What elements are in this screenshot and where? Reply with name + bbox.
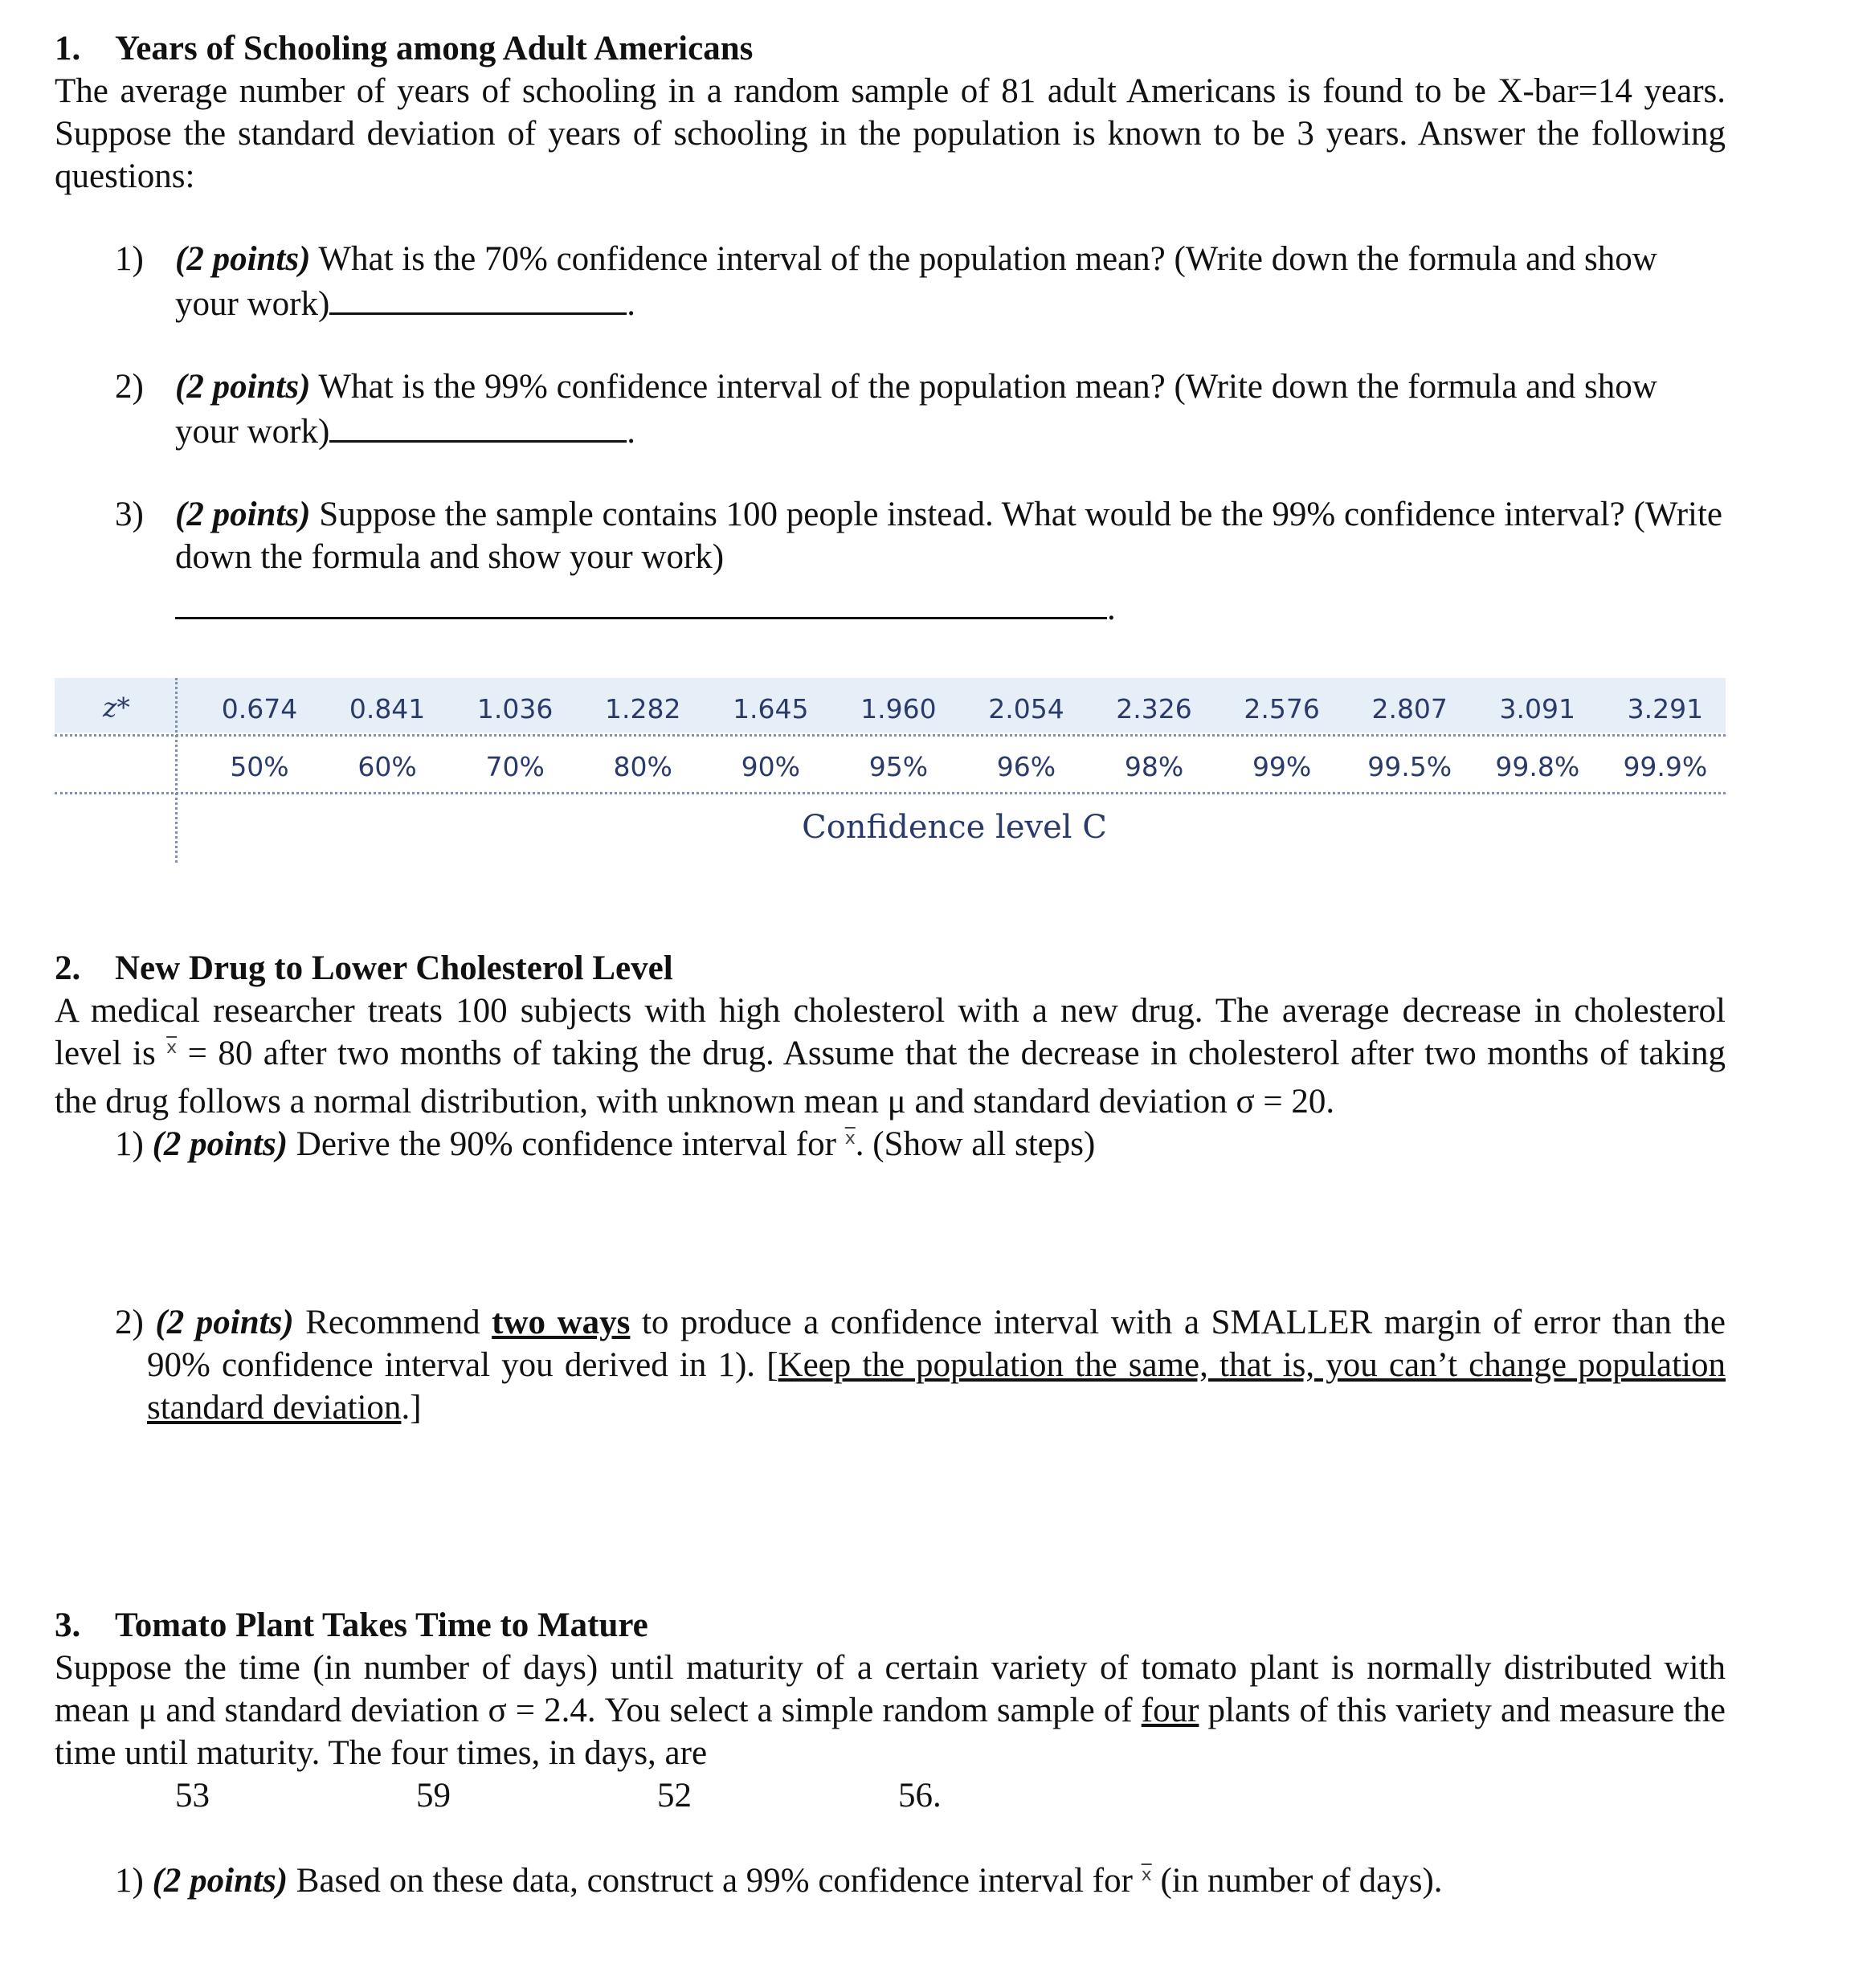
question-text: What is the 99% confidence interval of the population mean? (Write down the formula and show your work) (175, 368, 1657, 451)
answer-blank[interactable] (175, 585, 1107, 619)
points-label: (2 points) (175, 368, 311, 406)
problem-1-question-2 (55, 365, 1726, 453)
time-value: 56. (898, 1777, 942, 1815)
question-text: . (Show all steps) (855, 1125, 1096, 1163)
z-value: 2.807 (1371, 693, 1448, 725)
question-text: Based on these data, construct a 99% confidence interval for (296, 1862, 1133, 1900)
problem-1-title: Years of Schooling among Adult Americans (115, 30, 754, 67)
problem-3-title: Tomato Plant Takes Time to Mature (115, 1606, 648, 1644)
problem-1-number: 1. (55, 30, 81, 67)
problem-1-heading (55, 27, 1726, 70)
time-value: 59 (416, 1777, 451, 1815)
confidence-level: 99.5% (1367, 751, 1452, 782)
points-label: (2 points) (175, 240, 311, 278)
x-bar-symbol: x (1141, 1865, 1152, 1885)
time-value: 53 (175, 1777, 210, 1815)
x-bar-symbol: x (166, 1038, 178, 1058)
z-value: 2.326 (1116, 693, 1192, 725)
points-label: (2 points) (152, 1862, 288, 1900)
question-text: .] (401, 1389, 422, 1427)
z-value: 1.960 (860, 693, 937, 725)
problem-3-question-1 (115, 1859, 1726, 1908)
time-value: 52 (657, 1777, 692, 1815)
z-value: 3.291 (1627, 693, 1704, 725)
intro-text: = 80 after two months of taking the drug. Assume that the decrease in cholesterol after two months of taking the drug follows a normal distribution, with unknown mean μ and standard deviation σ = 20. (55, 1035, 1726, 1121)
document-page (55, 27, 1726, 1908)
z-value: 0.674 (221, 693, 298, 725)
question-number: 1) (115, 1125, 144, 1163)
intro-text: Suppose the time (in number of days) until maturity of a certain variety of tomato plant is normally distributed with mean μ and standard deviation σ = 2.4. You select a simple random sample of (55, 1649, 1726, 1729)
z-value: 1.036 (476, 693, 554, 725)
z-value: 0.841 (349, 693, 426, 725)
intro-text: A medical researcher treats 100 subjects with high cholesterol with a new drug. The average decrease in cholesterol level is (55, 992, 1726, 1072)
confidence-level: 96% (996, 751, 1056, 782)
points-label: (2 points) (152, 1125, 288, 1163)
question-text: Suppose the sample contains 100 people instead. What would be the 99% confidence interval? (Write down the formula and show your work) (175, 496, 1722, 576)
question-number: 2) (115, 368, 144, 406)
problem-1-question-3 (55, 493, 1726, 630)
z-value: 3.091 (1499, 693, 1576, 725)
confidence-level: 98% (1124, 751, 1184, 782)
problem-3-heading (55, 1604, 1726, 1647)
maturity-times (175, 1774, 1726, 1817)
question-number: 1) (115, 240, 144, 278)
intro-text: plants of this variety and measure the time until maturity. The four times, in days, are (55, 1692, 1726, 1772)
question-number: 3) (115, 496, 144, 533)
confidence-level: 95% (868, 751, 929, 782)
question-end: . (1107, 590, 1116, 627)
problem-1-intro: The average number of years of schooling in a random sample of 81 adult Americans is found to be X-bar=14 years. Suppose the standard deviation of years of schooling in the population is known to be 3 years. Answer the following questions: (55, 72, 1726, 195)
answer-blank[interactable] (329, 408, 627, 443)
question-end: . (627, 285, 636, 323)
confidence-level: 90% (741, 751, 800, 782)
confidence-level: 99% (1252, 751, 1312, 782)
question-number: 1) (115, 1862, 144, 1900)
table-divider (55, 734, 1726, 737)
z-critical-value-table (55, 678, 1726, 863)
problem-2-number: 2. (55, 949, 81, 987)
confidence-level: 70% (485, 751, 545, 782)
table-divider (55, 792, 1726, 794)
question-end: . (627, 413, 636, 451)
z-value: 2.054 (988, 693, 1064, 725)
problem-3-intro (55, 1647, 1726, 1774)
question-text: What is the 70% confidence interval of the population mean? (Write down the formula and show your work) (175, 240, 1657, 323)
question-text: to produce a confidence interval with a SMALLER margin of error than the 90% confidence interval you derived in 1). [ (147, 1304, 1726, 1384)
problem-2-heading (55, 947, 1726, 990)
confidence-level: 60% (357, 751, 417, 782)
answer-blank[interactable] (329, 280, 627, 315)
confidence-level: 80% (613, 751, 672, 782)
question-text: (in number of days). (1160, 1862, 1443, 1900)
question-text: Derive the 90% confidence interval for (296, 1125, 836, 1163)
underlined-word: four (1141, 1692, 1199, 1729)
underlined-note: Keep the population the same, that is, you can’t change population standard deviation (147, 1346, 1726, 1427)
confidence-levels-row (199, 745, 1726, 788)
confidence-level: 50% (230, 751, 289, 782)
z-value: 1.282 (604, 693, 681, 725)
z-values-row (199, 688, 1726, 730)
z-star-label: z* (103, 692, 130, 723)
table-caption: Confidence level C (802, 809, 1107, 846)
emphasis-text: two ways (492, 1304, 631, 1341)
points-label: (2 points) (155, 1304, 294, 1341)
problem-2-intro (55, 990, 1726, 1123)
problem-2-title: New Drug to Lower Cholesterol Level (115, 949, 673, 987)
question-text: Recommend (305, 1304, 480, 1341)
confidence-level: 99.9% (1623, 751, 1708, 782)
z-value: 2.576 (1244, 693, 1320, 725)
question-number: 2) (115, 1304, 144, 1341)
problem-1-question-1 (55, 238, 1726, 325)
confidence-level: 99.8% (1495, 751, 1580, 782)
z-value: 1.645 (733, 693, 809, 725)
problem-3-number: 3. (55, 1606, 81, 1644)
points-label: (2 points) (175, 496, 311, 533)
problem-2-question-2 (115, 1301, 1726, 1429)
x-bar-symbol: x (844, 1129, 856, 1149)
problem-2-question-1 (115, 1123, 1726, 1171)
